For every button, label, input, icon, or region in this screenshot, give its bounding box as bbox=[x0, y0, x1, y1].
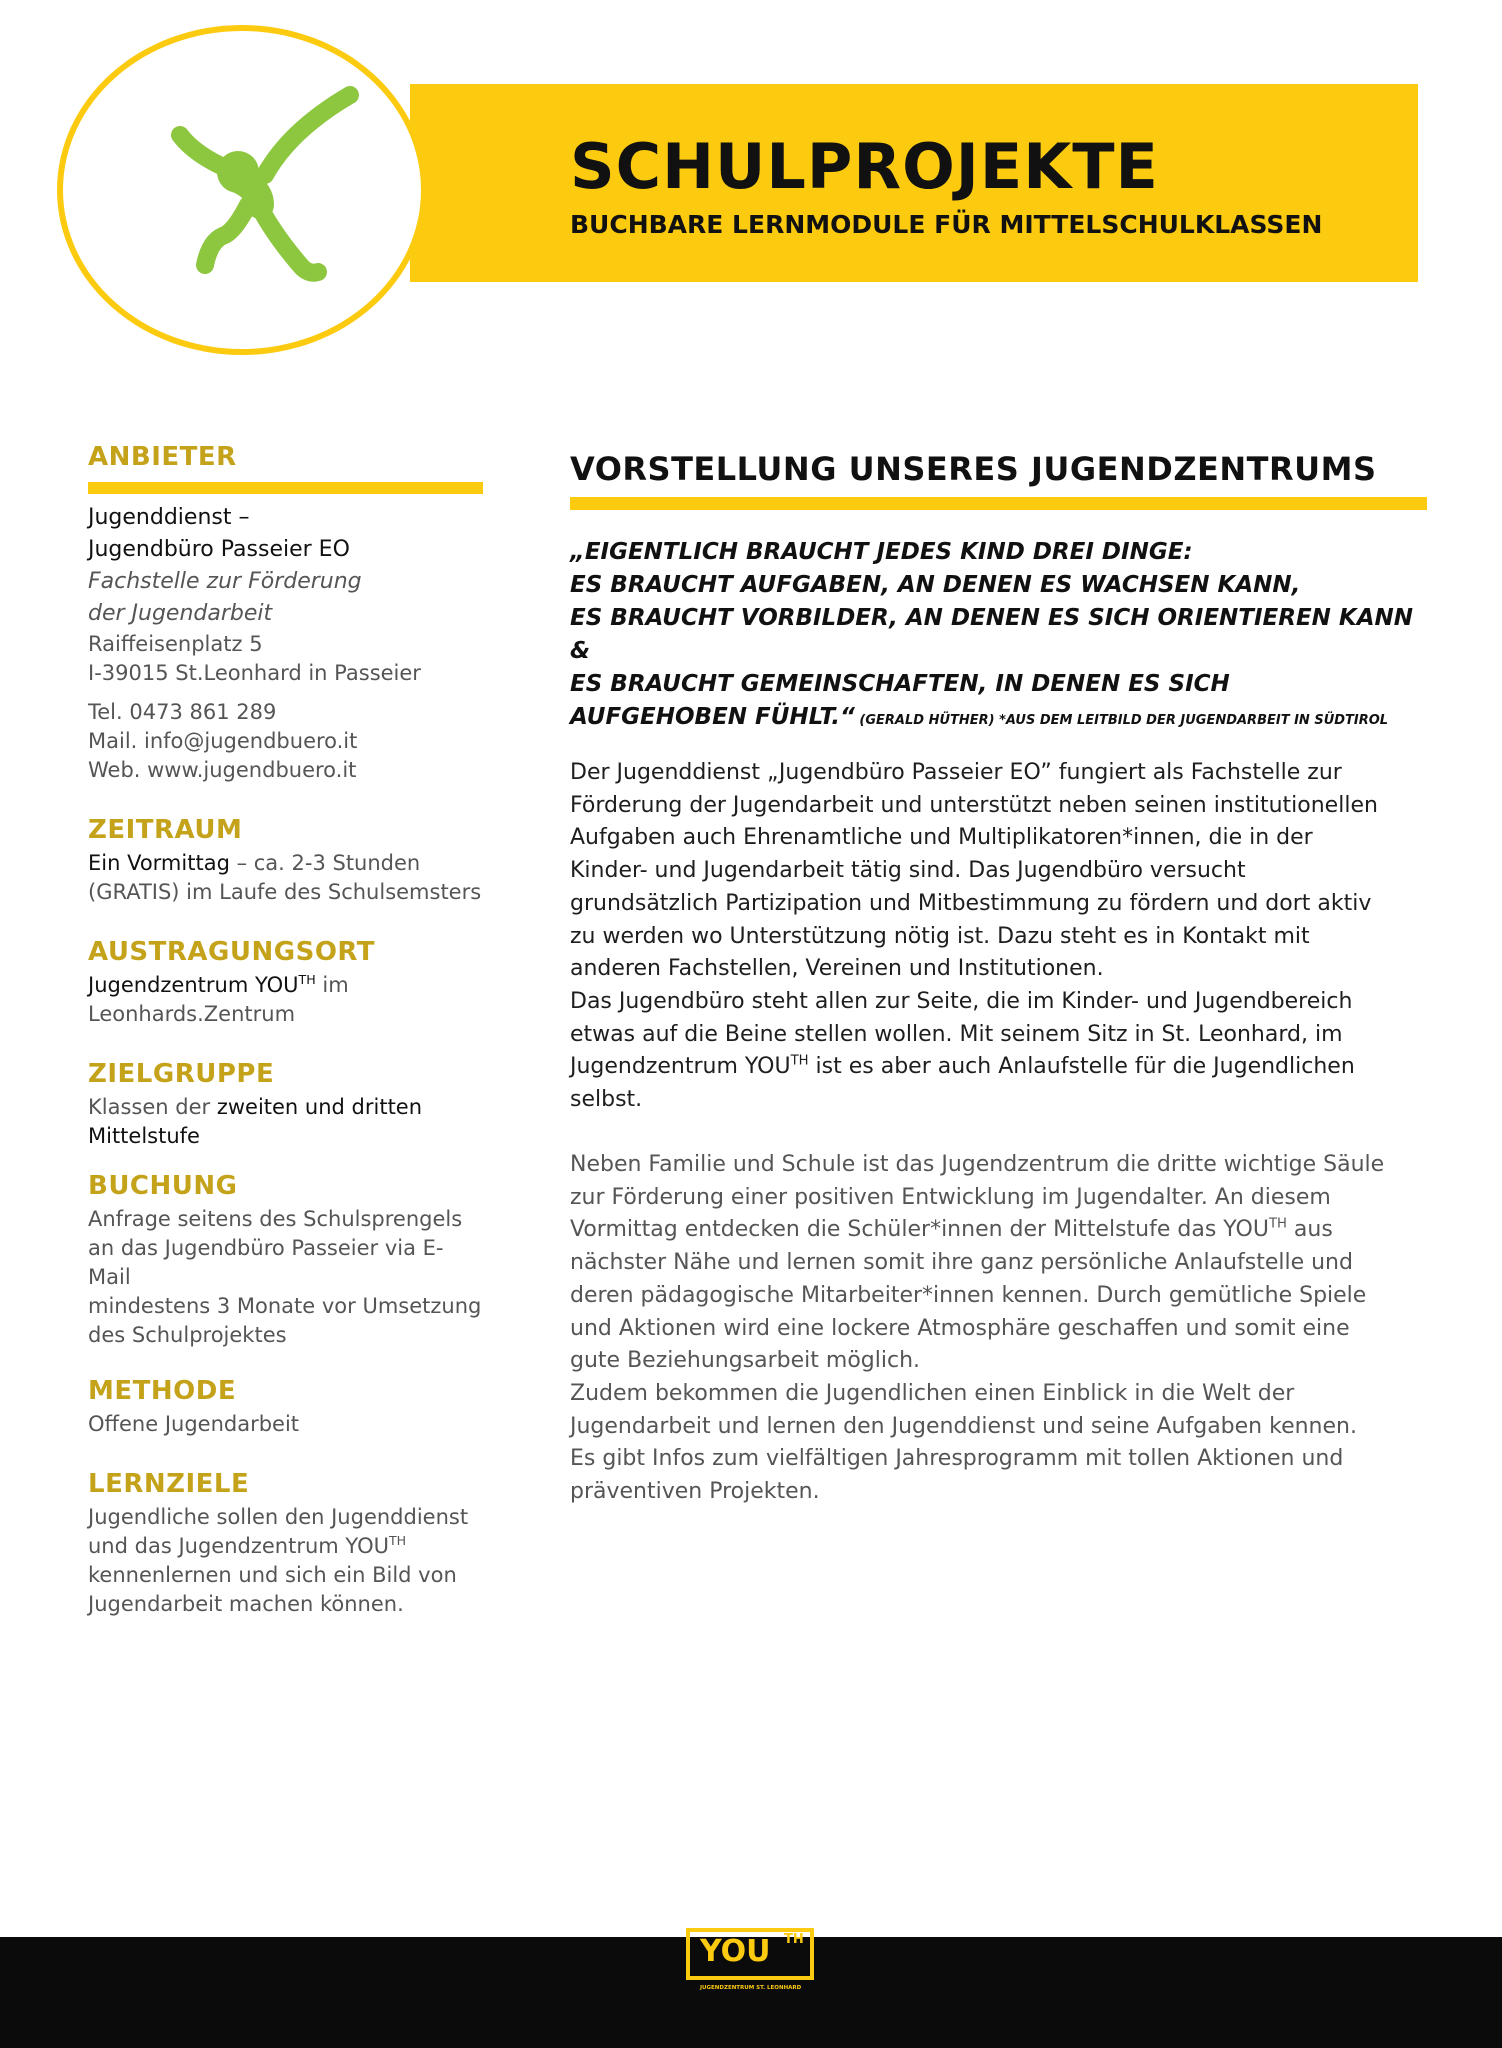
zeitraum-rest: – ca. 2-3 Stunden bbox=[229, 851, 421, 875]
provider-role-line1: Fachstelle zur Förderung bbox=[88, 569, 362, 594]
section-title-buchung: BUCHUNG bbox=[88, 1171, 238, 1201]
program-line: zur Förderung einer positiven Entwicklung im Jugendalter. An diesem bbox=[570, 1184, 1331, 1210]
program-paragraph bbox=[570, 1149, 1430, 1509]
section-title-zielgruppe: ZIELGRUPPE bbox=[88, 1059, 275, 1089]
zielgruppe-plain: Klassen der bbox=[88, 1095, 217, 1119]
section-divider bbox=[88, 482, 483, 494]
intro-line: anderen Fachstellen, Vereinen und Institutionen. bbox=[570, 956, 1104, 982]
quote-line4: ES BRAUCHT GEMEINSCHAFTEN, IN DENEN ES SICH bbox=[570, 671, 1230, 697]
page-title: SCHULPROJEKTE bbox=[570, 130, 1159, 203]
quote-line5-text: AUFGEHOBEN FÜHLT.“ bbox=[570, 704, 855, 730]
main-title: VORSTELLUNG UNSERES JUGENDZENTRUMS bbox=[570, 450, 1377, 488]
lernziele-line2 bbox=[88, 1532, 484, 1561]
main-title-divider bbox=[570, 497, 1427, 510]
provider-role-line2: der Jugendarbeit bbox=[88, 601, 273, 626]
provider-web: Web. www.jugendbuero.it bbox=[88, 758, 357, 782]
section-title-lernziele: LERNZIELE bbox=[88, 1469, 250, 1499]
quote-line5 bbox=[570, 701, 1430, 737]
austragungsort-bold: Jugendzentrum YOU bbox=[88, 973, 299, 997]
program-line: Zudem bekommen die Jugendlichen einen Einblick in die Welt der bbox=[570, 1380, 1295, 1406]
program-line: nächster Nähe und lernen somit ihre ganz persönliche Anlaufstelle und bbox=[570, 1250, 1353, 1276]
quote-line3: ES BRAUCHT VORBILDER, AN DENEN ES SICH ORIENTIEREN KANN & bbox=[570, 605, 1414, 664]
program-line: Neben Familie und Schule ist das Jugendzentrum die dritte wichtige Säule bbox=[570, 1152, 1385, 1177]
zielgruppe-line2: Mittelstufe bbox=[88, 1124, 200, 1148]
methode-text: Offene Jugendarbeit bbox=[88, 1412, 300, 1436]
intro-line: Der Jugenddienst „Jugendbüro Passeier EO” fungiert als Fachstelle zur bbox=[570, 760, 1342, 785]
quote-line2: ES BRAUCHT AUFGABEN, AN DENEN ES WACHSEN KANN, bbox=[570, 572, 1301, 598]
provider-mail: Mail. info@jugendbuero.it bbox=[88, 729, 358, 753]
intro-line: Förderung der Jugendarbeit und unterstützt neben seinen institutionellen bbox=[570, 792, 1378, 818]
quote-block bbox=[570, 536, 1430, 737]
austragungsort-rest: im bbox=[315, 973, 349, 997]
provider-name-line2: Jugendbüro Passeier EO bbox=[88, 537, 350, 562]
buchung-line4: des Schulprojektes bbox=[88, 1323, 287, 1347]
section-title-methode: METHODE bbox=[88, 1376, 237, 1406]
zielgruppe-line1 bbox=[88, 1093, 484, 1122]
intro-youth-sup: TH bbox=[790, 1054, 809, 1069]
lernziele-line1: Jugendliche sollen den Jugenddienst bbox=[88, 1505, 469, 1529]
intro-line: zu werden wo Unterstützung nötig ist. Dazu steht es in Kontakt mit bbox=[570, 923, 1310, 949]
section-title-zeitraum: ZEITRAUM bbox=[88, 815, 243, 845]
program-line: Es gibt Infos zum vielfältigen Jahresprogramm mit tollen Aktionen und bbox=[570, 1446, 1344, 1472]
lernziele-line2-sup: TH bbox=[388, 1533, 407, 1548]
page-subtitle: BUCHBARE LERNMODULE FÜR MITTELSCHULKLASSEN bbox=[570, 210, 1323, 239]
quote-source: (GERALD HÜTHER) *AUS DEM LEITBILD DER JUGENDARBEIT IN SÜDTIROL bbox=[854, 713, 1389, 728]
program-line: deren pädagogische Mitarbeiter*innen kennen. Durch gemütliche Spiele bbox=[570, 1282, 1367, 1308]
section-title-austragungsort: AUSTRAGUNGSORT bbox=[88, 937, 376, 967]
quote-line1: „EIGENTLICH BRAUCHT JEDES KIND DREI DINGE: bbox=[570, 539, 1193, 565]
lernziele-line2-text: und das Jugendzentrum YOU bbox=[88, 1534, 389, 1558]
zeitraum-line1 bbox=[88, 849, 484, 878]
buchung-line1: Anfrage seitens des Schulsprengels bbox=[88, 1207, 463, 1231]
zeitraum-bold: Ein Vormittag bbox=[88, 851, 230, 875]
zeitraum-line2: (GRATIS) im Laufe des Schulsemsters bbox=[88, 880, 482, 904]
program-line: präventiven Projekten. bbox=[570, 1479, 820, 1505]
provider-name-line1: Jugenddienst – bbox=[88, 505, 250, 530]
provider-address-line1: Raiffeisenplatz 5 bbox=[88, 632, 263, 656]
provider-address-line2: I-39015 St.Leonhard in Passeier bbox=[88, 661, 421, 685]
intro-line: Kinder- und Jugendarbeit tätig sind. Das Jugendbüro versucht bbox=[570, 858, 1246, 884]
info-sidebar bbox=[88, 438, 484, 1619]
program-line: Jugendarbeit und lernen den Jugenddienst und seine Aufgaben kennen. bbox=[570, 1413, 1357, 1439]
austragungsort-line1 bbox=[88, 971, 484, 1000]
program-line: gute Beziehungsarbeit möglich. bbox=[570, 1348, 921, 1374]
lernziele-line4: Jugendarbeit machen können. bbox=[88, 1592, 404, 1616]
austragungsort-line2: Leonhards.Zentrum bbox=[88, 1002, 296, 1026]
intro-line: selbst. bbox=[570, 1087, 643, 1113]
intro-line: etwas auf die Beine stellen wollen. Mit seinem Sitz in St. Leonhard, im bbox=[570, 1021, 1343, 1047]
buchung-line2: an das Jugendbüro Passeier via E-Mail bbox=[88, 1236, 444, 1289]
program-line: und Aktionen wird eine lockere Atmosphäre geschaffen und somit eine bbox=[570, 1315, 1350, 1341]
intro-line bbox=[570, 1051, 1430, 1084]
intro-paragraph bbox=[570, 757, 1430, 1117]
lernziele-line3: kennenlernen und sich ein Bild von bbox=[88, 1563, 457, 1587]
intro-line: grundsätzlich Partizipation und Mitbestimmung zu fördern und dort aktiv bbox=[570, 890, 1372, 916]
intro-line: Das Jugendbüro steht allen zur Seite, die im Kinder- und Jugendbereich bbox=[570, 988, 1353, 1014]
youth-logo-subtitle: JUGENDZENTRUM ST. LEONHARD bbox=[700, 1985, 802, 1991]
intro-line: Aufgaben auch Ehrenamtliche und Multiplikatoren*innen, die in der bbox=[570, 825, 1313, 851]
zielgruppe-bold: zweiten und dritten bbox=[216, 1095, 423, 1119]
intro-youth-text: Jugendzentrum YOU bbox=[570, 1054, 791, 1080]
provider-tel: Tel. 0473 861 289 bbox=[88, 700, 277, 724]
main-content-header bbox=[570, 448, 1430, 490]
program-youth-rest: aus bbox=[1286, 1217, 1333, 1243]
buchung-line3: mindestens 3 Monate vor Umsetzung bbox=[88, 1294, 482, 1318]
austragungsort-sup: TH bbox=[298, 972, 316, 987]
youth-logo-sup: TH bbox=[784, 1932, 804, 1947]
intro-youth-rest: ist es aber auch Anlaufstelle für die Jugendlichen bbox=[808, 1054, 1355, 1080]
section-title-anbieter: ANBIETER bbox=[88, 442, 237, 472]
youth-logo-text: YOU bbox=[700, 1934, 771, 1969]
jumping-figure-icon bbox=[140, 80, 380, 300]
program-line bbox=[570, 1214, 1430, 1247]
program-youth-text: Vormittag entdecken die Schüler*innen der Mittelstufe das YOU bbox=[570, 1217, 1269, 1243]
program-youth-sup: TH bbox=[1268, 1217, 1287, 1233]
